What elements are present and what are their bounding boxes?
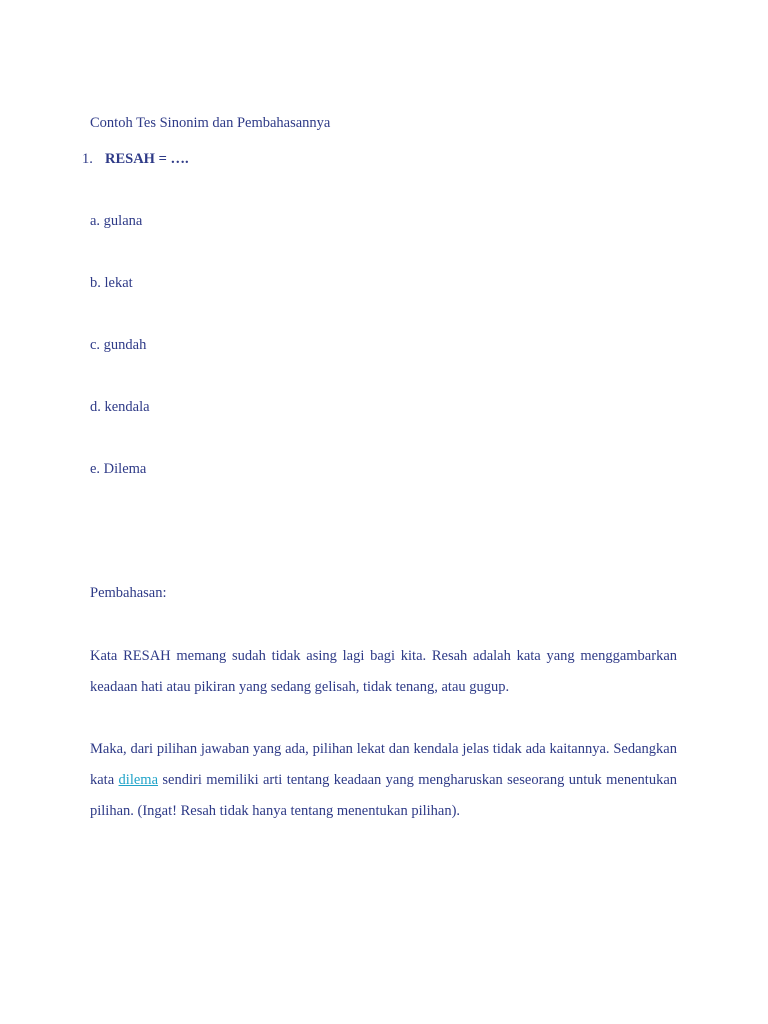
discussion-paragraph-2 [90,734,677,827]
option-d: d. kendala [90,399,150,415]
discussion-heading: Pembahasan: [90,585,167,601]
question-number: 1. [82,151,93,167]
document-title: Contoh Tes Sinonim dan Pembahasannya [90,115,331,131]
dilema-link[interactable]: dilema [118,772,159,788]
discussion-paragraph-1: Kata RESAH memang sudah tidak asing lagi bagi kita. Resah adalah kata yang menggambarkan keadaan hati atau pikiran yang sedang gelisah, tidak tenang, atau gugup. [90,648,677,695]
option-a: a. gulana [90,213,143,229]
option-b: b. lekat [90,275,133,291]
option-e: e. Dilema [90,461,147,477]
option-c: c. gundah [90,337,147,353]
paragraph-2-text-start: Maka, dari pilihan jawaban yang ada, pilihan lekat dan kendala jelas tidak ada kaitannya. Sedangkan kata [90,741,677,788]
question-text: RESAH = …. [105,151,189,167]
paragraph-2-text-end: sendiri memiliki arti tentang keadaan yang mengharuskan seseorang untuk menentukan pilihan. (Ingat! Resah tidak hanya tentang menentukan pilihan). [90,772,678,819]
